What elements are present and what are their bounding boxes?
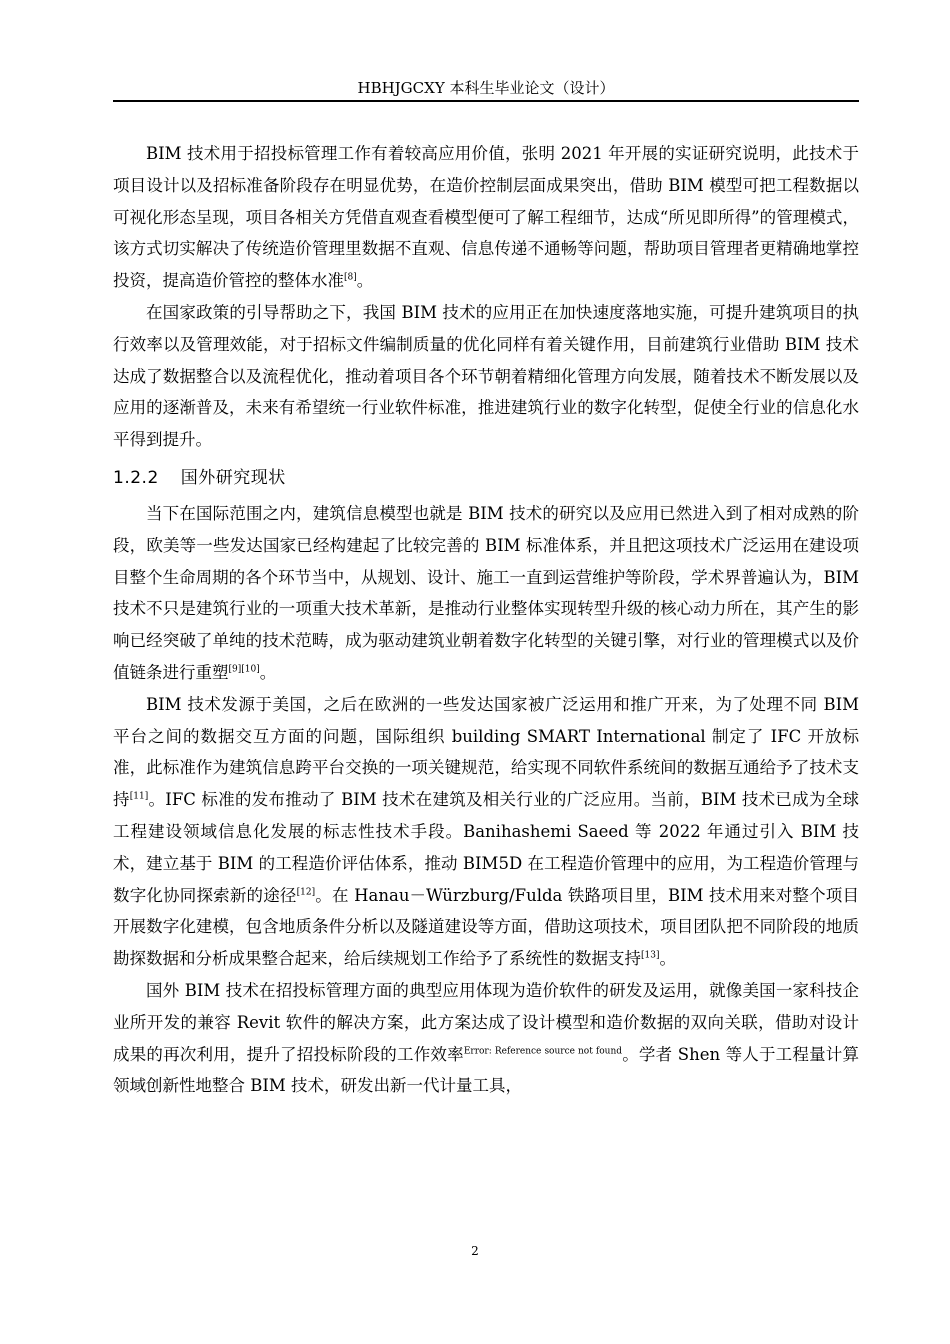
paragraph-4 <box>113 689 859 975</box>
citation-9-10: [9][10] <box>228 664 260 675</box>
paragraph-2: 在国家政策的引导帮助之下，我国 BIM 技术的应用正在加快速度落地实施，可提升建筑项目的执行效率以及管理效能，对于招标文件编制质量的优化同样有着关键作用，目前建筑行业借助 BIM 技术达成了数据整合以及流程优化，推动着项目各个环节朝着精细化管理方向发展，随着技术不断发展以及应用的逐渐普及，未来有希望统一行业软件标准，推进建筑行业的数字化转型，促使全行业的信息化水平得到提升。 <box>113 302 859 450</box>
paragraph-3-tail: 。 <box>259 662 277 682</box>
document-body <box>113 138 859 1102</box>
paragraph-5-part-a: 国外 BIM 技术在招投标管理方面的典型应用体现为造价软件的研发及运用，就像美国一家科技企业所开发的兼容 Revit 软件的解决方案，此方案达成了设计模型和造价数据的双向关联，借助对设计成果的再次利用，提升了招投标阶段的工作效率 <box>113 980 859 1064</box>
paragraph-4-part-c: 。在 Hanau－Würzburg/Fulda 铁路项目里，BIM 技术用来对整个项目开展数字化建模，包含地质条件分析以及隧道建设等方面，借助这项技术，项目团队把不同阶段的地质勘探数据和分析成果整合起来，给后续规划工作给予了系统性的数据支持 <box>113 885 859 969</box>
section-title: 国外研究现状 <box>180 467 286 488</box>
header-rule <box>113 100 859 102</box>
paragraph-3 <box>113 498 859 689</box>
paragraph-4-part-a: BIM 技术发源于美国，之后在欧洲的一些发达国家被广泛运用和推广开来，为了处理不同 BIM 平台之间的数据交互方面的问题，国际组织 building SMART International 制定了 IFC 开放标准，此标准作为建筑信息跨平台交换的一项关键规范，给实现不同软件系统间的数据互通给予了技术支持 <box>113 694 859 810</box>
paragraph-3-text: 当下在国际范围之内，建筑信息模型也就是 BIM 技术的研究以及应用已然进入到了相对成熟的阶段，欧美等一些发达国家已经构建起了比较完善的 BIM 标准体系，并且把这项技术广泛运用在建设项目整个生命周期的各个环节当中，从规划、设计、施工一直到运营维护等阶段，学术界普遍认为，BIM 技术不只是建筑行业的一项重大技术革新，是推动行业整体实现转型升级的核心动力所在，其产生的影响已经突破了单纯的技术范畴，成为驱动建筑业朝着数字化转型的关键引擎，对行业的管理模式以及价值链条进行重塑 <box>113 503 859 682</box>
reference-error: Error: Reference source not found <box>463 1046 623 1057</box>
paragraph-5-part-b: 。学者 Shen 等人于工程量计算领域创新性地整合 BIM 技术，研发出新一代计量工具， <box>113 1044 860 1096</box>
paragraph-1 <box>113 138 859 297</box>
page-number: 2 <box>471 1244 479 1258</box>
citation-12: [12] <box>296 887 316 898</box>
section-number: 1.2.2 <box>113 467 159 488</box>
citation-13: [13] <box>641 950 660 961</box>
paragraph-5 <box>113 975 859 1102</box>
paragraph-4-part-d: 。 <box>659 949 676 969</box>
paragraph-4-part-b: 。IFC 标准的发布推动了 BIM 技术在建筑及相关行业的广泛应用。当前，BIM 技术已成为全球工程建设领域信息化发展的标志性技术手段。Banihashemi Saeed 等 2022 年通过引入 BIM 技术，建立基于 BIM 的工程造价评估体系，推动 BIM5D 在工程造价管理中的应用，为工程造价管理与数字化协同探索新的途径 <box>113 790 859 905</box>
paragraph-1-text: BIM 技术用于招投标管理工作有着较高应用价值，张明 2021 年开展的实证研究说明，此技术于项目设计以及招标准备阶段存在明显优势，在造价控制层面成果突出，借助 BIM 模型可把工程数据以可视化形态呈现，项目各相关方凭借直观查看模型便可了解工程细节，达成“所见即所得”的管理模式，该方式切实解决了传统造价管理里数据不直观、信息传递不通畅等问题，帮助项目管理者更精确地掌控投资，提高造价管控的整体水准 <box>113 144 859 291</box>
citation-8: [8] <box>344 272 357 283</box>
page-header: HBHJGCXY 本科生毕业论文（设计） <box>357 79 615 97</box>
paragraph-1-tail: 。 <box>356 271 374 291</box>
citation-11: [11] <box>129 791 149 802</box>
section-heading <box>113 462 859 494</box>
